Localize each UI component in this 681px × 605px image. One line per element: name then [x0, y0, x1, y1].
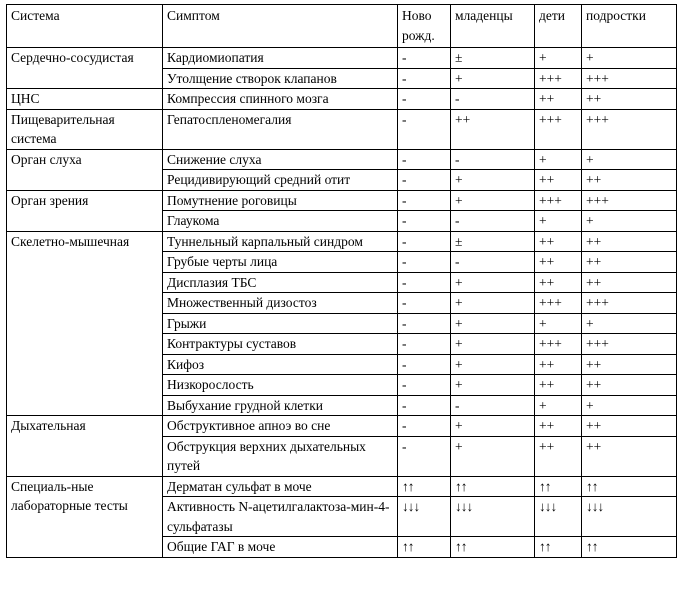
adolescents-cell: +++ [582, 109, 677, 149]
children-cell: +++ [535, 68, 582, 89]
symptom-cell: Общие ГАГ в моче [163, 537, 398, 558]
infants-cell: ± [451, 231, 535, 252]
table-row [7, 89, 677, 110]
symptom-cell: Обструктивное апноэ во сне [163, 416, 398, 437]
symptom-cell: Контрактуры суставов [163, 334, 398, 355]
children-cell: ++ [535, 436, 582, 476]
symptom-cell: Глаукома [163, 211, 398, 232]
newborn-cell: ↓↓↓ [398, 497, 451, 537]
infants-cell: ++ [451, 109, 535, 149]
symptom-cell: Туннельный карпальный синдром [163, 231, 398, 252]
infants-cell: ↑↑ [451, 537, 535, 558]
header-infants: младенцы [451, 5, 535, 48]
newborn-cell: - [398, 334, 451, 355]
header-adolescents: подростки [582, 5, 677, 48]
symptom-cell: Гепатоспленомегалия [163, 109, 398, 149]
newborn-cell: - [398, 170, 451, 191]
symptom-cell: Утолщение створок клапанов [163, 68, 398, 89]
newborn-cell: - [398, 89, 451, 110]
children-cell: +++ [535, 293, 582, 314]
table-body [7, 48, 677, 558]
symptom-cell: Кардиомиопатия [163, 48, 398, 69]
children-cell: + [535, 395, 582, 416]
system-cell: Орган слуха [7, 149, 163, 190]
children-cell: ++ [535, 375, 582, 396]
infants-cell: - [451, 395, 535, 416]
children-cell: ++ [535, 272, 582, 293]
adolescents-cell: ++ [582, 231, 677, 252]
adolescents-cell: +++ [582, 334, 677, 355]
header-symptom: Симптом [163, 5, 398, 48]
system-cell: Специаль-ные лабораторные тесты [7, 476, 163, 557]
symptom-cell: Дерматан сульфат в моче [163, 476, 398, 497]
adolescents-cell: ++ [582, 89, 677, 110]
symptom-cell: Множественный дизостоз [163, 293, 398, 314]
system-cell: ЦНС [7, 89, 163, 110]
adolescents-cell: + [582, 395, 677, 416]
adolescents-cell: ↑↑ [582, 537, 677, 558]
adolescents-cell: ++ [582, 375, 677, 396]
newborn-cell: - [398, 211, 451, 232]
infants-cell: + [451, 436, 535, 476]
symptom-cell: Обструкция верхних дыхательных путей [163, 436, 398, 476]
children-cell: ++ [535, 416, 582, 437]
newborn-cell: - [398, 354, 451, 375]
infants-cell: + [451, 293, 535, 314]
adolescents-cell: +++ [582, 190, 677, 211]
infants-cell: + [451, 334, 535, 355]
symptom-cell: Кифоз [163, 354, 398, 375]
symptom-cell: Помутнение роговицы [163, 190, 398, 211]
infants-cell: - [451, 89, 535, 110]
newborn-cell: - [398, 313, 451, 334]
infants-cell: - [451, 252, 535, 273]
infants-cell: + [451, 375, 535, 396]
system-cell: Дыхательная [7, 416, 163, 477]
newborn-cell: - [398, 68, 451, 89]
adolescents-cell: + [582, 48, 677, 69]
header-children: дети [535, 5, 582, 48]
table-row [7, 416, 677, 437]
symptom-cell: Снижение слуха [163, 149, 398, 170]
adolescents-cell: ++ [582, 436, 677, 476]
adolescents-cell: +++ [582, 293, 677, 314]
newborn-cell: ↑↑ [398, 537, 451, 558]
children-cell: ↑↑ [535, 537, 582, 558]
symptom-cell: Компрессия спинного мозга [163, 89, 398, 110]
adolescents-cell: ++ [582, 272, 677, 293]
newborn-cell: - [398, 375, 451, 396]
symptom-cell: Грубые черты лица [163, 252, 398, 273]
infants-cell: ↓↓↓ [451, 497, 535, 537]
adolescents-cell: ↑↑ [582, 476, 677, 497]
header-system: Система [7, 5, 163, 48]
children-cell: ↓↓↓ [535, 497, 582, 537]
infants-cell: + [451, 68, 535, 89]
children-cell: ↑↑ [535, 476, 582, 497]
adolescents-cell: ++ [582, 252, 677, 273]
newborn-cell: - [398, 395, 451, 416]
system-cell: Орган зрения [7, 190, 163, 231]
table-row [7, 149, 677, 170]
system-cell: Скелетно-мышечная [7, 231, 163, 416]
symptom-cell: Рецидивирующий средний отит [163, 170, 398, 191]
symptoms-table [6, 4, 677, 558]
newborn-cell: - [398, 109, 451, 149]
infants-cell: ↑↑ [451, 476, 535, 497]
adolescents-cell: + [582, 211, 677, 232]
adolescents-cell: ++ [582, 416, 677, 437]
table-row [7, 48, 677, 69]
newborn-cell: - [398, 272, 451, 293]
children-cell: ++ [535, 354, 582, 375]
adolescents-cell: ↓↓↓ [582, 497, 677, 537]
children-cell: ++ [535, 231, 582, 252]
newborn-cell: - [398, 416, 451, 437]
newborn-cell: - [398, 231, 451, 252]
header-newborn: Ново рожд. [398, 5, 451, 48]
newborn-cell: - [398, 252, 451, 273]
system-cell: Пищеварительная система [7, 109, 163, 149]
children-cell: + [535, 211, 582, 232]
children-cell: + [535, 149, 582, 170]
symptom-cell: Грыжи [163, 313, 398, 334]
adolescents-cell: +++ [582, 68, 677, 89]
adolescents-cell: ++ [582, 170, 677, 191]
newborn-cell: - [398, 293, 451, 314]
children-cell: ++ [535, 252, 582, 273]
infants-cell: + [451, 170, 535, 191]
children-cell: ++ [535, 89, 582, 110]
table-header [7, 5, 677, 48]
header-row [7, 5, 677, 48]
infants-cell: + [451, 272, 535, 293]
newborn-cell: - [398, 149, 451, 170]
newborn-cell: - [398, 190, 451, 211]
infants-cell: + [451, 354, 535, 375]
adolescents-cell: + [582, 149, 677, 170]
children-cell: +++ [535, 109, 582, 149]
table-row [7, 190, 677, 211]
children-cell: +++ [535, 334, 582, 355]
table-row [7, 109, 677, 149]
children-cell: + [535, 313, 582, 334]
newborn-cell: ↑↑ [398, 476, 451, 497]
newborn-cell: - [398, 48, 451, 69]
infants-cell: + [451, 190, 535, 211]
symptom-cell: Дисплазия ТБС [163, 272, 398, 293]
infants-cell: - [451, 211, 535, 232]
table-row [7, 476, 677, 497]
adolescents-cell: + [582, 313, 677, 334]
infants-cell: + [451, 313, 535, 334]
children-cell: +++ [535, 190, 582, 211]
infants-cell: ± [451, 48, 535, 69]
system-cell: Сердечно-сосудистая [7, 48, 163, 89]
table-row [7, 231, 677, 252]
adolescents-cell: ++ [582, 354, 677, 375]
symptom-cell: Выбухание грудной клетки [163, 395, 398, 416]
newborn-cell: - [398, 436, 451, 476]
children-cell: ++ [535, 170, 582, 191]
infants-cell: + [451, 416, 535, 437]
symptom-cell: Активность N-ацетилгалактоза-мин-4-сульфатазы [163, 497, 398, 537]
infants-cell: - [451, 149, 535, 170]
children-cell: + [535, 48, 582, 69]
symptom-cell: Низкорослость [163, 375, 398, 396]
